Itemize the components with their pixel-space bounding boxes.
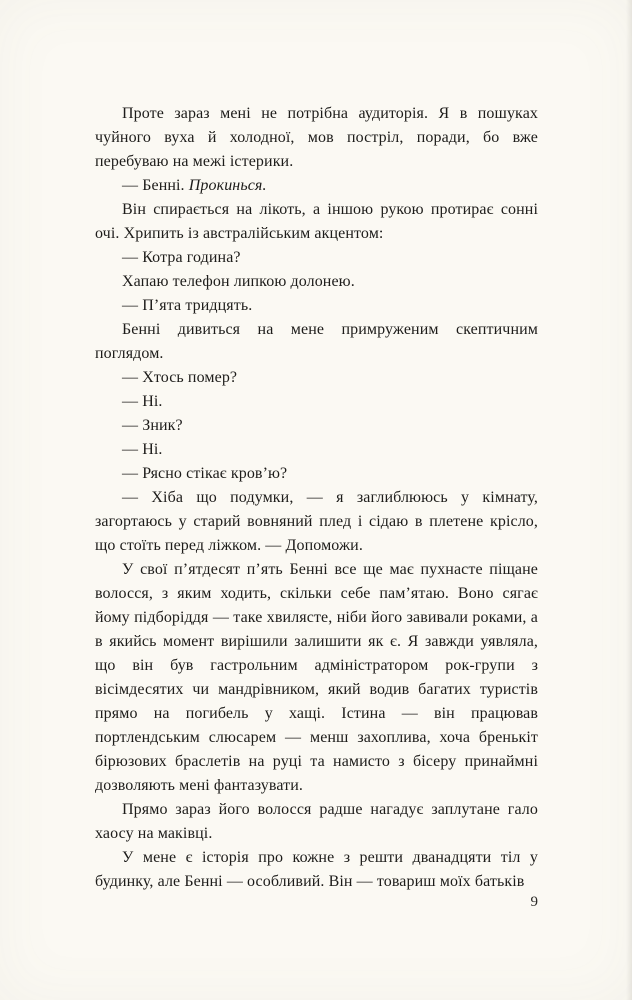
- paragraph-text: Він спирається на лікоть, а іншою рукою протирає сонні очі. Хрипить із австралійським акцентом:: [95, 201, 538, 242]
- paragraph-text: — Хіба що подумки, — я заглиблююсь у кімнату, загортаюсь у старий вовняний плед і сідаю в плетене крісло, що стоїть перед ліжком. — Допоможи.: [95, 489, 538, 554]
- paragraph-text: — Ні.: [122, 393, 163, 410]
- paragraph-text: — Котра година?: [122, 249, 241, 266]
- page-number: 9: [530, 894, 538, 910]
- paragraph-text: — Хтось помер?: [122, 369, 238, 386]
- paragraph: [95, 486, 538, 558]
- paragraph: [95, 174, 538, 198]
- paragraph: [95, 846, 538, 894]
- paragraph-text: — Зник?: [122, 417, 183, 434]
- paragraph-text: У мене є історія про кожне з решти дванадцяти тіл у будинку, але Бенні — особливий. Він — товариш моїх батьків: [95, 849, 538, 890]
- paragraph: [95, 318, 538, 366]
- paragraph: [95, 414, 538, 438]
- paragraph-text: — Бенні.: [122, 177, 189, 194]
- paragraph: [95, 102, 538, 174]
- paragraph: [95, 294, 538, 318]
- paragraph-text: Хапаю телефон липкою долонею.: [122, 273, 355, 290]
- paragraph-text: — П’ята тридцять.: [122, 297, 253, 314]
- paragraph: [95, 270, 538, 294]
- paragraph: [95, 246, 538, 270]
- paragraph-text: Проте зараз мені не потрібна аудиторія. Я в пошуках чуйного вуха й холодної, мов постріл, поради, бо вже перебуваю на межі істерики.: [95, 105, 538, 170]
- text-block: [95, 102, 538, 894]
- paragraph: [95, 558, 538, 798]
- paragraph: [95, 198, 538, 246]
- paragraph: [95, 366, 538, 390]
- paragraph-text: У свої п’ятдесят п’ять Бенні все ще має пухнасте піщане волосся, з яким ходить, скільки себе пам’ятаю. Воно сягає йому підборіддя — таке хвилясте, ніби його завивали роками, а в якийсь момент вирішили залишити як є. Я завжди уявляла, що він був гастрольним адміністратором рок-групи з вісімдесятих чи мандрівником, який водив багатих туристів прямо на погибель у хащі. Істина — він працював портлендським слюсарем — менш захоплива, хоча бренькіт бірюзових браслетів на руці та намисто з бісеру принаймні дозволяють мені фантазувати.: [95, 561, 538, 794]
- paragraph-text: Прямо зараз його волосся радше нагадує заплутане гало хаосу на маківці.: [95, 801, 538, 842]
- paragraph-text: Бенні дивиться на мене примруженим скептичним поглядом.: [95, 321, 538, 362]
- paragraph-text-italic: Прокинься.: [188, 177, 267, 194]
- paragraph: [95, 462, 538, 486]
- paragraph: [95, 798, 538, 846]
- paragraph: [95, 390, 538, 414]
- paragraph-text: — Ні.: [122, 441, 163, 458]
- paragraph: [95, 438, 538, 462]
- paragraph-text: — Рясно стікає кров’ю?: [122, 465, 288, 482]
